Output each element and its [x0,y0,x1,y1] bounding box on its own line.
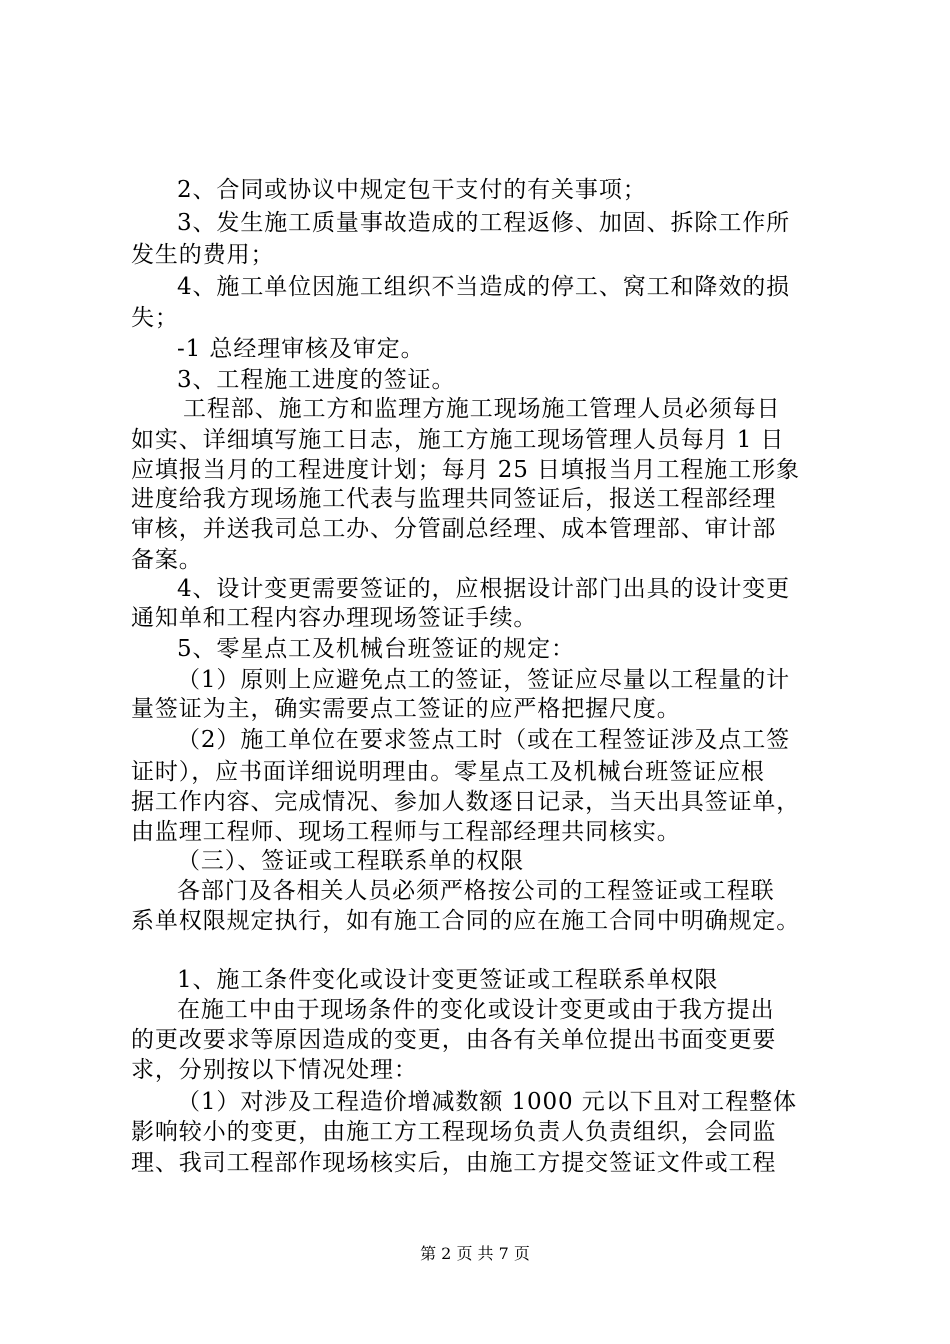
page-number-footer: 第 2 页 共 7 页 [420,1244,530,1263]
text-line: （三）、签证或工程联系单的权限 [177,848,524,874]
text-line: 3、工程施工进度的签证。 [177,367,456,393]
text-line: 据工作内容、完成情况、参加人数逐日记录，当天出具签证单， [131,789,801,815]
text-line: （1）对涉及工程造价增减数额 1000 元以下且对工程整体 [177,1089,797,1115]
text-line: 审核，并送我司总工办、分管副总经理、成本管理部、审计部 [131,516,777,542]
text-line: 备案。 [131,547,203,573]
text-line: （2）施工单位在要求签点工时（或在工程签证涉及点工签 [177,727,791,753]
text-line: 进度给我方现场施工代表与监理共同签证后，报送工程部经理 [131,486,777,512]
text-line: 证时），应书面详细说明理由。零星点工及机械台班签证应根 [131,759,765,785]
text-line: （1）原则上应避免点工的签证，签证应尽量以工程量的计 [177,667,791,693]
text-line: 1、施工条件变化或设计变更签证或工程联系单权限 [177,967,719,993]
text-line: 应填报当月的工程进度计划；每月 25 日填报当月工程施工形象 [131,457,800,483]
text-line: 2、合同或协议中规定包干支付的有关事项； [177,177,647,203]
text-line: 3、发生施工质量事故造成的工程返修、加固、拆除工作所 [177,210,791,236]
text-line: 在施工中由于现场条件的变化或设计变更或由于我方提出 [177,997,775,1023]
text-line: 失； [131,305,179,331]
text-line: 影响较小的变更，由施工方工程现场负责人负责组织，会同监 [131,1119,777,1145]
text-line: 求，分别按以下情况处理： [131,1057,418,1083]
text-line: 发生的费用； [131,242,275,268]
text-line: 由监理工程师、现场工程师与工程部经理共同核实。 [131,819,681,845]
text-line: 理、我司工程部作现场核实后，由施工方提交签证文件或工程 [131,1150,777,1176]
text-line: 工程部、施工方和监理方施工现场施工管理人员必须每日 [183,396,781,422]
text-line: 通知单和工程内容办理现场签证手续。 [131,605,538,631]
text-line: -1 总经理审核及审定。 [177,336,425,362]
text-line: 的更改要求等原因造成的变更，由各有关单位提出书面变更要 [131,1027,777,1053]
text-line: 系单权限规定执行，如有施工合同的应在施工合同中明确规定。 [131,908,801,934]
text-line: 5、零星点工及机械台班签证的规定： [177,636,575,662]
text-line: 4、设计变更需要签证的，应根据设计部门出具的设计变更 [177,576,791,602]
text-line: 如实、详细填写施工日志，施工方施工现场管理人员每月 1 日 [131,427,785,453]
text-line: 各部门及各相关人员必须严格按公司的工程签证或工程联 [177,878,775,904]
text-line: 4、施工单位因施工组织不当造成的停工、窝工和降效的损 [177,274,791,300]
text-line: 量签证为主，确实需要点工签证的应严格把握尺度。 [131,696,681,722]
